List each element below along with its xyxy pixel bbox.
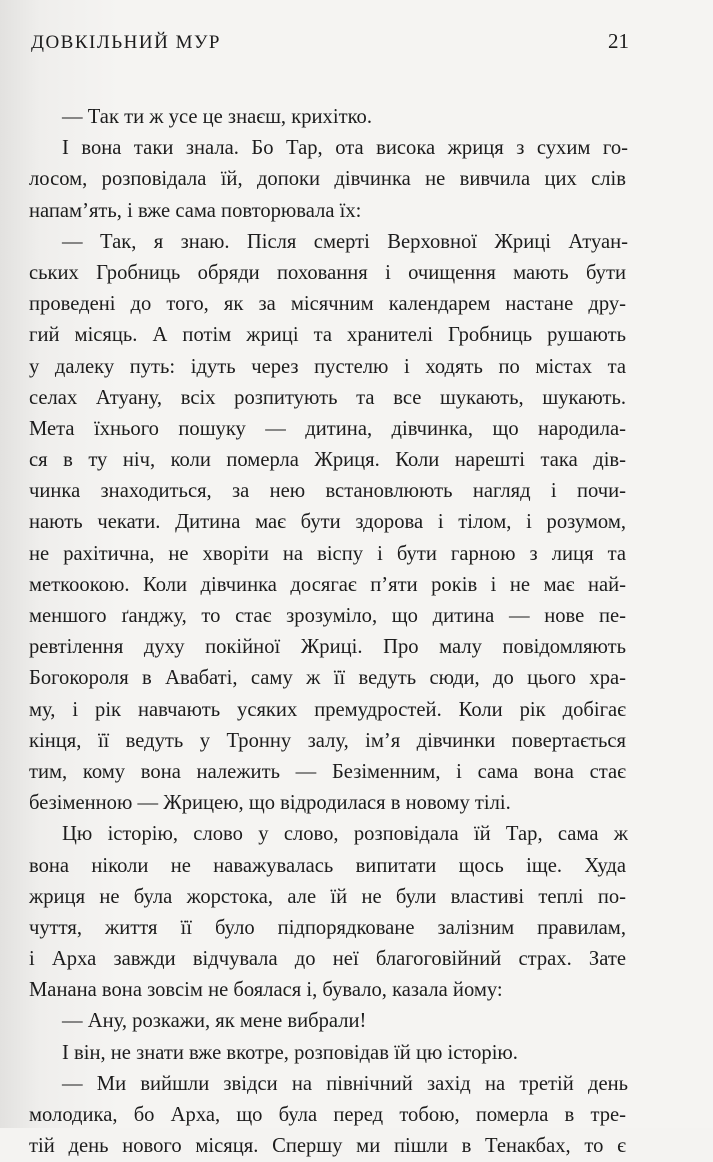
text-line: чуття, життя її було підпорядковане залізним правилам,	[29, 916, 626, 939]
body-text	[29, 102, 628, 1162]
text-line: і Арха завжди відчувала до неї благоговійний страх. Зате	[29, 948, 626, 971]
text-line: тій день нового місяця. Спершу ми пішли в Тенакбах, то є	[29, 1135, 626, 1158]
text-line: ревтілення духу покійної Жриці. Про малу повідомляють	[29, 636, 626, 659]
text-line: Манана вона зовсім не боялася і, бувало, казала йому:	[29, 979, 503, 1002]
text-line: Мета їхнього пошуку — дитина, дівчинка, що народила-	[29, 417, 626, 440]
text-line: І вона таки знала. Бо Тар, ота висока жриця з сухим го-	[62, 137, 628, 160]
page-number: 21	[608, 29, 629, 53]
text-line: нають чекати. Дитина має бути здорова і тілом, і розумом,	[29, 511, 626, 534]
text-line: тим, кому вона належить — Безіменним, і сама вона стає	[29, 760, 626, 783]
text-line: вона ніколи не наважувалась випитати щось іще. Худа	[29, 854, 626, 877]
text-line: ся в ту ніч, коли померла Жриця. Коли нарешті така дів-	[29, 449, 626, 472]
text-line: меншого ґанджу, то стає зрозуміло, що дитина — нове пе-	[29, 605, 626, 627]
text-line: — Так, я знаю. Після смерті Верховної Жриці Атуан-	[62, 230, 628, 253]
text-line: не рахітична, не хворіти на віспу і бути гарною з лиця та	[29, 542, 626, 565]
text-line: у далеку путь: ідуть через пустелю і ходять по містах та	[29, 355, 626, 378]
text-line: І він, не знати вже вкотре, розповідав їй цю історію.	[62, 1041, 518, 1064]
text-line: меткоокою. Коли дівчинка досягає п’яти років і не має най-	[29, 573, 626, 596]
text-line: — Ану, розкажи, як мене вибрали!	[62, 1010, 367, 1033]
text-line: жриця не була жорстока, але їй не були властиві теплі по-	[29, 885, 626, 908]
text-line: чинка знаходиться, за нею встановлюють нагляд і почи-	[29, 480, 626, 503]
text-line: лосом, розповідала їй, допоки дівчинка не вивчила цих слів	[29, 168, 626, 191]
text-line: проведені до того, як за місячним календарем настане дру-	[29, 293, 626, 316]
text-line: селах Атуану, всіх розпитують та все шукають, шукають.	[29, 386, 626, 409]
text-line: напам’ять, і вже сама повторювала їх:	[29, 199, 362, 222]
text-line: — Так ти ж усе це знаєш, крихітко.	[62, 106, 372, 128]
text-line: молодика, бо Арха, що була перед тобою, померла в тре-	[29, 1104, 626, 1126]
text-line: му, і рік навчають усяких премудростей. Коли рік добігає	[29, 698, 626, 721]
text-line: ських Гробниць обряди поховання і очищення мають бути	[29, 261, 626, 284]
text-line: Богокороля в Авабаті, саму ж її ведуть сюди, до цього хра-	[29, 667, 626, 690]
page-header	[31, 29, 629, 59]
text-line: Цю історію, слово у слово, розповідала їй Тар, сама ж	[62, 823, 628, 846]
text-line: кінця, її ведуть у Тронну залу, ім’я дівчинки повертається	[29, 729, 626, 752]
running-title: ДОВКІЛЬНИЙ МУР	[31, 32, 221, 53]
text-line: безіменною — Жрицею, що відродилася в новому тілі.	[29, 792, 511, 815]
text-line: — Ми вийшли звідси на північний захід на третій день	[62, 1072, 628, 1095]
text-line: гий місяць. А потім жриці та хранителі Гробниць рушають	[29, 324, 626, 347]
